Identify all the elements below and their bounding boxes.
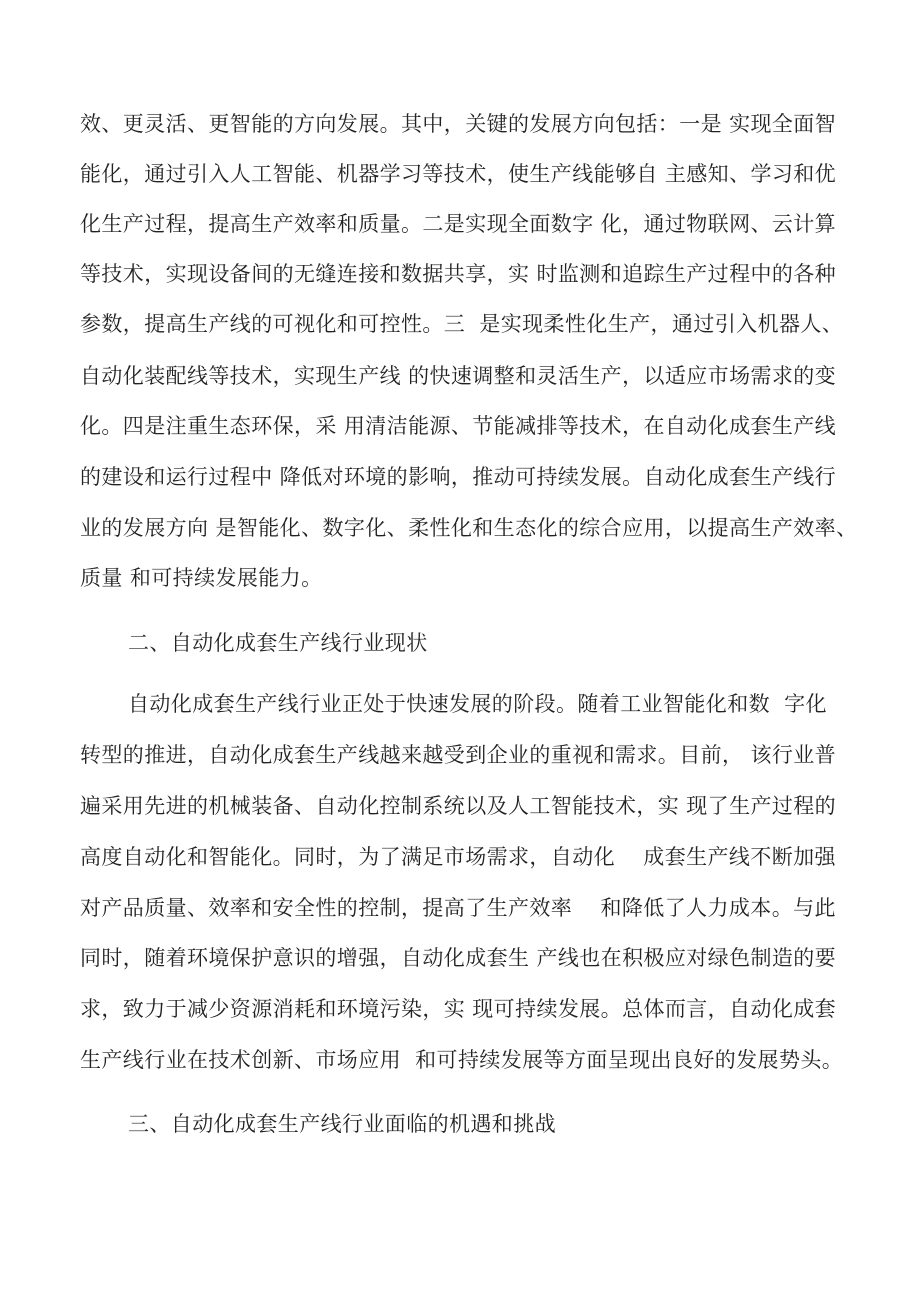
paragraph-line: 自动化装配线等技术，实现生产线 的快速调整和灵活生产，以适应市场需求的变 [80, 364, 837, 388]
section-heading: 三、自动化成套生产线行业面临的机遇和挑战 [128, 1112, 556, 1136]
paragraph-line: 质量 和可持续发展能力。 [80, 566, 323, 590]
paragraph-line: 求，致力于减少资源消耗和环境污染，实 现可持续发展。总体而言，自动化成套 [80, 997, 837, 1021]
paragraph-line: 化生产过程，提高生产效率和质量。二是实现全面数字 化，通过物联网、云计算 [80, 212, 837, 236]
paragraph-line: 化。四是注重生态环保，采 用清洁能源、节能减排等技术，在自动化成套生产线 [80, 414, 837, 438]
paragraph-line: 等技术，实现设备间的无缝连接和数据共享，实 时监测和追踪生产过程中的各种 [80, 262, 837, 286]
paragraph-line: 能化，通过引入人工智能、机器学习等技术，使生产线能够自 主感知、学习和优 [80, 162, 837, 186]
paragraph-line: 遍采用先进的机械装备、自动化控制系统以及人工智能技术，实 现了生产过程的 [80, 794, 837, 818]
paragraph-line: 生产线行业在技术创新、市场应用 和可持续发展等方面呈现出良好的发展势头。 [80, 1048, 844, 1072]
paragraph-line: 的建设和运行过程中 降低对环境的影响，推动可持续发展。自动化成套生产线行 [80, 465, 837, 489]
paragraph-line: 同时，随着环境保护意识的增强，自动化成套生 产线也在积极应对绿色制造的要 [80, 946, 837, 970]
paragraph-line: 自动化成套生产线行业正处于快速发展的阶段。随着工业智能化和数 字化 [128, 692, 827, 716]
paragraph-line: 转型的推进，自动化成套生产线越来越受到企业的重视和需求。目前， 该行业普 [80, 743, 837, 767]
paragraph-line: 对产品质量、效率和安全性的控制，提高了生产效率 和降低了人力成本。与此 [80, 896, 836, 920]
paragraph-line: 高度自动化和智能化。同时，为了满足市场需求，自动化 成套生产线不断加强 [80, 845, 836, 869]
paragraph-line: 效、更灵活、更智能的方向发展。其中，关键的发展方向包括：一是 实现全面智 [80, 112, 837, 136]
paragraph-line: 参数，提高生产线的可视化和可控性。三 是实现柔性化生产，通过引入机器人、 [80, 312, 844, 336]
section-heading: 二、自动化成套生产线行业现状 [128, 631, 428, 655]
paragraph-line: 业的发展方向 是智能化、数字化、柔性化和生态化的综合应用，以提高生产效率、 [80, 516, 858, 540]
